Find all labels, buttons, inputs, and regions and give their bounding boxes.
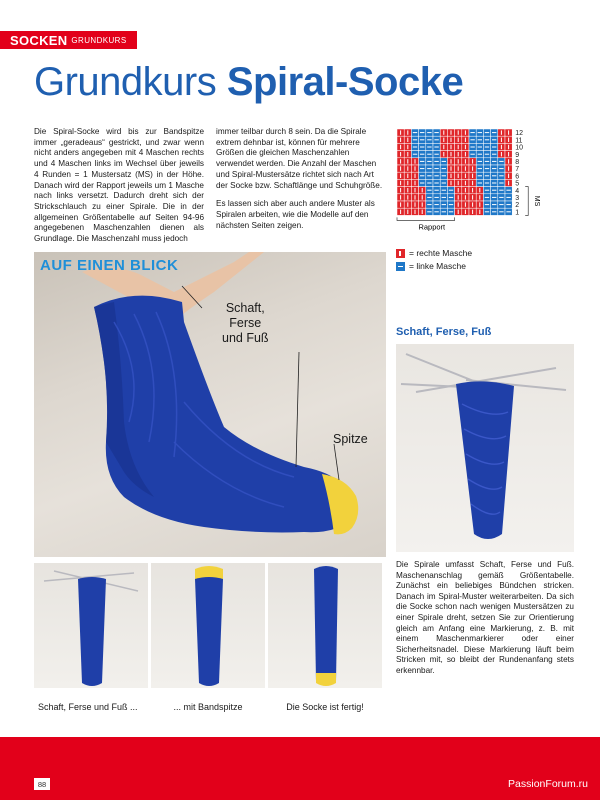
row-number: 12 (515, 130, 523, 138)
callout-spitze: Spitze (333, 432, 368, 446)
side-photo (396, 344, 574, 552)
row-number: 3 (515, 195, 520, 202)
sock-illustration (34, 252, 386, 557)
tube-toe-illustration (151, 563, 265, 688)
row-number: 5 (515, 180, 520, 188)
body-paragraph: Die Spiral-Socke wird bis zur Bandspitze immer „geradeaus“ gestrickt, und zwar wenn nicht anders angegeben mit 4 Maschen rechts und 4 Maschen links im Wechsel über jeweils 4 Runden = 1 Mustersatz (MS) in der Höhe. Danach wird der Rapport jeweils um 1 Masche nach links versetzt. Dadurch dreht sich der Strickschlauch zu einer Spirale. Die in der allgemeinen Größentabelle auf Seiten 94-96 angegebenen Maschenzahlen dienen als Grundlage. Die Maschenzahl muss jedoch (34, 127, 204, 244)
watermark: PassionForum.ru (508, 778, 588, 790)
page-number: 88 (34, 778, 50, 790)
row-number: 10 (515, 144, 523, 152)
at-a-glance-badge: AUF EINEN BLICK (40, 257, 179, 274)
legend-knit-label: = rechte Masche (409, 248, 473, 258)
row-number: 4 (515, 187, 520, 195)
body-paragraph: immer teilbar durch 8 sein. Da die Spirale extrem dehnbar ist, können für mehrere Größen die gleichen Maschenzahlen verwendet werden. Die Anzahl der Maschen und Spiral-Mustersätze richtet sich nach Art der Socke bzw. Schaftlänge und Schuhgröße. (216, 127, 383, 190)
step-photo-3 (268, 563, 382, 688)
row-number: 11 (515, 137, 523, 145)
callout-schaft: Schaft, Ferse und Fuß (222, 301, 269, 345)
legend-knit (396, 247, 472, 260)
step-photo-2 (151, 563, 265, 688)
title-light: Grundkurs (34, 60, 227, 104)
row-number: 1 (515, 209, 520, 217)
main-photo (34, 252, 386, 557)
body-column-2 (216, 127, 386, 239)
subsection-label: GRUNDKURS (71, 35, 127, 45)
footer-bar (0, 737, 600, 800)
row-number: 6 (515, 173, 520, 181)
knit-stitch-icon (396, 249, 405, 258)
rapport-bracket (397, 217, 455, 220)
section-label: SOCKEN (10, 32, 68, 48)
body-column-1 (34, 127, 204, 253)
side-heading: Schaft, Ferse, Fuß (396, 326, 492, 338)
legend-purl-label: = linke Masche (409, 261, 466, 271)
legend-purl (396, 260, 472, 273)
knitting-chart (396, 128, 546, 243)
caption-2: ... mit Bandspitze (151, 694, 265, 720)
rapport-label: Rapport (418, 222, 446, 232)
page-title (34, 60, 463, 105)
title-bold: Spiral-Socke (226, 60, 464, 104)
caption-3: Die Socke ist fertig! (268, 694, 382, 720)
body-paragraph: Es lassen sich aber auch andere Muster als Spiralen arbeiten, wie die Modelle auf den nächsten Seiten zeigen. (216, 199, 375, 230)
caption-1: Schaft, Ferse und Fuß ... (34, 694, 152, 720)
row-number: 2 (515, 202, 520, 210)
purl-stitch-icon (396, 262, 405, 271)
section-tag (0, 31, 137, 49)
ms-bracket (525, 187, 528, 216)
chart-legend (396, 247, 472, 273)
step-photo-1 (34, 563, 148, 688)
knitting-tube-illustration (396, 344, 574, 552)
tube-illustration (34, 563, 148, 688)
finished-sock-illustration (268, 563, 382, 688)
row-number: 7 (515, 166, 520, 174)
row-number: 8 (515, 159, 520, 166)
ms-label: MS (533, 195, 541, 207)
row-number: 9 (515, 151, 520, 159)
side-text: Die Spirale umfasst Schaft, Ferse und Fuß. Maschenanschlag gemäß Größentabelle. Zunächst ein beliebiges Bündchen stricken. Danach im Spiral-Muster weiterarbeiten. Da sich die Socke schon nach wenigen Mustersätzen zu einer Spirale dreht, setzen Sie zur Orientierung gleich am Anfang eine Markierung, z. B. mit einem Maschenmarkierer oder einer Sicherheitsnadel. Diese Markierung läuft beim Stricken mit, so bleibt der Rundenanfang stets erkennbar. (396, 560, 574, 675)
